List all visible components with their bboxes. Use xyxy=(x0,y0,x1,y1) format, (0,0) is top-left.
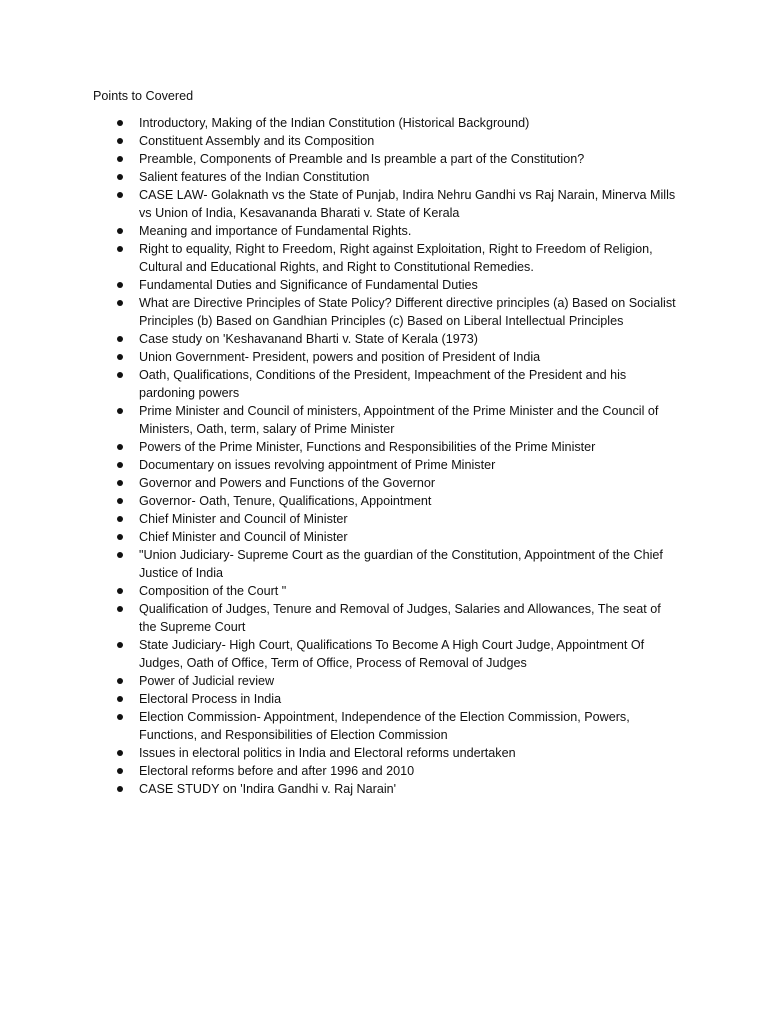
list-item xyxy=(93,240,678,276)
bullet-icon xyxy=(117,372,123,378)
bullet-icon xyxy=(117,138,123,144)
list-item-text: Preamble, Components of Preamble and Is preamble a part of the Constitution? xyxy=(139,152,585,166)
list-item xyxy=(93,222,678,240)
bullet-icon xyxy=(117,642,123,648)
list-item xyxy=(93,348,678,366)
bullet-icon xyxy=(117,606,123,612)
list-item-text: Oath, Qualifications, Conditions of the President, Impeachment of the President and his pardoning powers xyxy=(139,368,627,400)
bullet-icon xyxy=(117,714,123,720)
list-item xyxy=(93,294,678,330)
list-item xyxy=(93,132,678,150)
bullet-icon xyxy=(117,768,123,774)
list-item-text: Election Commission- Appointment, Independence of the Election Commission, Powers, Functions, and Responsibilities of Election Commission xyxy=(139,710,630,742)
bullet-icon xyxy=(117,156,123,162)
list-item-text: Chief Minister and Council of Minister xyxy=(139,512,348,526)
list-item-text: Electoral reforms before and after 1996 and 2010 xyxy=(139,764,415,778)
list-item-text: Right to equality, Right to Freedom, Right against Exploitation, Right to Freedom of Religion, Cultural and Educational Rights, and Right to Constitutional Remedies. xyxy=(139,242,653,274)
list-item-text: Prime Minister and Council of ministers, Appointment of the Prime Minister and the Council of Ministers, Oath, term, salary of Prime Minister xyxy=(139,404,659,436)
list-item xyxy=(93,438,678,456)
bullet-icon xyxy=(117,498,123,504)
bullet-icon xyxy=(117,516,123,522)
bullet-icon xyxy=(117,174,123,180)
list-item-text: Case study on 'Keshavanand Bharti v. State of Kerala (1973) xyxy=(139,332,478,346)
list-item xyxy=(93,402,678,438)
list-item xyxy=(93,600,678,636)
bullet-icon xyxy=(117,588,123,594)
bullet-icon xyxy=(117,678,123,684)
list-item-text: Governor and Powers and Functions of the Governor xyxy=(139,476,436,490)
list-item xyxy=(93,780,678,798)
list-item-text: Electoral Process in India xyxy=(139,692,282,706)
bullet-icon xyxy=(117,534,123,540)
list-item-text: Issues in electoral politics in India and Electoral reforms undertaken xyxy=(139,746,516,760)
list-item-text: Powers of the Prime Minister, Functions and Responsibilities of the Prime Minister xyxy=(139,440,596,454)
list-item-text: Chief Minister and Council of Minister xyxy=(139,530,348,544)
bullet-icon xyxy=(117,336,123,342)
list-item-text: What are Directive Principles of State Policy? Different directive principles (a) Based on Socialist Principles (b) Based on Gandhian Principles (c) Based on Liberal Intellectual Principles xyxy=(139,296,676,328)
list-item xyxy=(93,474,678,492)
bullet-icon xyxy=(117,354,123,360)
bullet-icon xyxy=(117,786,123,792)
list-item xyxy=(93,276,678,294)
bullet-icon xyxy=(117,282,123,288)
list-item-text: Union Government- President, powers and position of President of India xyxy=(139,350,541,364)
list-item-text: Qualification of Judges, Tenure and Removal of Judges, Salaries and Allowances, The seat of the Supreme Court xyxy=(139,602,661,634)
list-item xyxy=(93,510,678,528)
list-item xyxy=(93,744,678,762)
bullet-icon xyxy=(117,300,123,306)
list-item xyxy=(93,636,678,672)
list-item xyxy=(93,150,678,168)
list-item xyxy=(93,492,678,510)
bullet-icon xyxy=(117,246,123,252)
bullet-icon xyxy=(117,552,123,558)
list-item-text: Constituent Assembly and its Composition xyxy=(139,134,375,148)
list-item xyxy=(93,546,678,582)
list-item xyxy=(93,690,678,708)
list-item xyxy=(93,528,678,546)
bullet-icon xyxy=(117,120,123,126)
list-item xyxy=(93,168,678,186)
list-item-text: Fundamental Duties and Significance of Fundamental Duties xyxy=(139,278,478,292)
list-item xyxy=(93,114,678,132)
bullet-icon xyxy=(117,696,123,702)
bullet-icon xyxy=(117,750,123,756)
list-item-text: Governor- Oath, Tenure, Qualifications, Appointment xyxy=(139,494,432,508)
list-item-text: Meaning and importance of Fundamental Rights. xyxy=(139,224,412,238)
list-item xyxy=(93,582,678,600)
bullet-icon xyxy=(117,480,123,486)
list-item-text: Salient features of the Indian Constitution xyxy=(139,170,370,184)
bullet-icon xyxy=(117,192,123,198)
list-item xyxy=(93,708,678,744)
list-item xyxy=(93,330,678,348)
list-item-text: CASE LAW- Golaknath vs the State of Punjab, Indira Nehru Gandhi vs Raj Narain, Minerva Mills vs Union of India, Kesavananda Bharati v. State of Kerala xyxy=(139,188,676,220)
list-item-text: "Union Judiciary- Supreme Court as the guardian of the Constitution, Appointment of the Chief Justice of India xyxy=(139,548,663,580)
list-item xyxy=(93,762,678,780)
points-list xyxy=(93,114,678,798)
bullet-icon xyxy=(117,462,123,468)
bullet-icon xyxy=(117,444,123,450)
list-item-text: Power of Judicial review xyxy=(139,674,275,688)
list-item-text: Composition of the Court " xyxy=(139,584,287,598)
bullet-icon xyxy=(117,408,123,414)
list-item xyxy=(93,366,678,402)
list-item-text: CASE STUDY on 'Indira Gandhi v. Raj Narain' xyxy=(139,782,397,796)
list-item-text: State Judiciary- High Court, Qualifications To Become A High Court Judge, Appointment Of Judges, Oath of Office, Term of Office, Process of Removal of Judges xyxy=(139,638,645,670)
list-item-text: Documentary on issues revolving appointment of Prime Minister xyxy=(139,458,496,472)
list-item xyxy=(93,186,678,222)
list-item xyxy=(93,672,678,690)
list-item-text: Introductory, Making of the Indian Constitution (Historical Background) xyxy=(139,116,530,130)
bullet-icon xyxy=(117,228,123,234)
list-item xyxy=(93,456,678,474)
document-heading: Points to Covered xyxy=(93,89,194,103)
